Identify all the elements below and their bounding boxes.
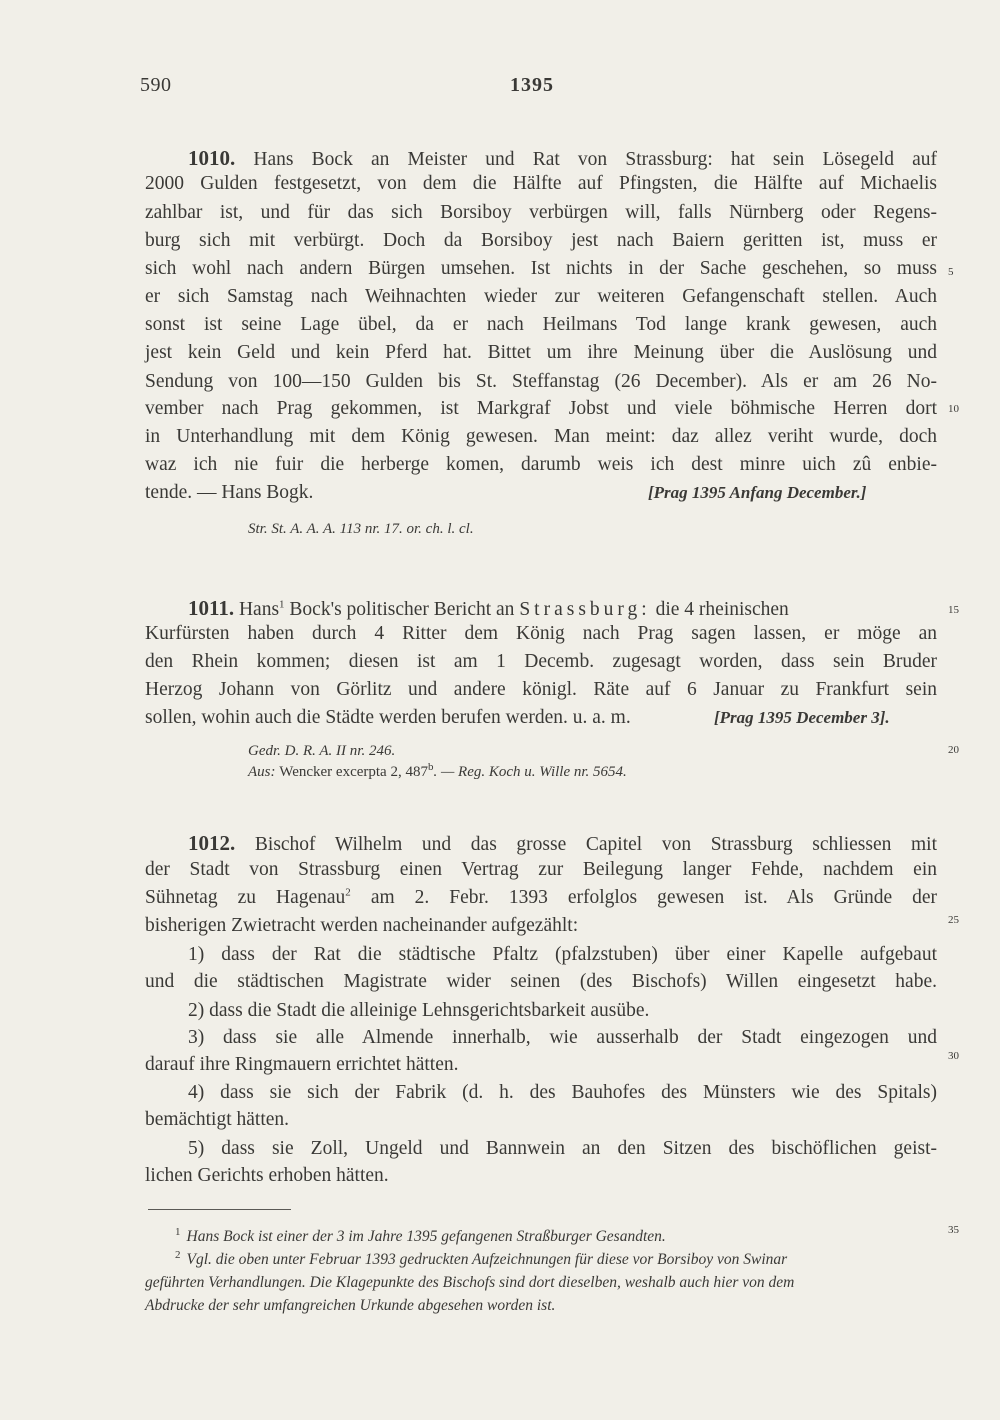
entry-text-spaced: Strassburg: xyxy=(519,599,651,620)
entry-1010-source: Str. St. A. A. A. 113 nr. 17. or. ch. l. cl. xyxy=(248,521,474,537)
footnote-2-line-3: Abdrucke der sehr umfangreichen Urkunde abgesehen worden ist. xyxy=(145,1297,556,1314)
footnote-text: Hans Bock ist einer der 3 im Jahre 1395 gefangenen Straßburger Gesandten. xyxy=(186,1228,666,1245)
margin-line-number: 10 xyxy=(948,403,959,415)
source-label: Aus: xyxy=(248,764,276,780)
entry-1011-source-2 xyxy=(248,761,627,781)
entry-text: Bock's politischer Bericht an xyxy=(289,599,515,620)
entry-1011-line-4: Herzog Johann von Görlitz und andere königl. Räte auf 6 Januar zu Frankfurt sein xyxy=(145,679,937,700)
entry-1010-line-13: tende. — Hans Bogk. xyxy=(145,482,314,503)
margin-line-number: 35 xyxy=(948,1224,959,1236)
list-item-4-line-2: bemächtigt hätten. xyxy=(145,1109,290,1130)
entry-1012-line-1 xyxy=(188,830,937,858)
entry-1012-line-3 xyxy=(145,885,937,911)
entry-1011-line-2: Kurfürsten haben durch 4 Ritter dem König nach Prag sagen lassen, er möge an xyxy=(145,623,937,644)
entry-text: Sühnetag zu Hagenau xyxy=(145,887,346,908)
footnote-mark: 2 xyxy=(175,1248,181,1261)
entry-text: die 4 rheinischen xyxy=(655,599,789,620)
entry-1011-line-3: den Rhein kommen; diesen ist am 1 Decemb. zugesagt worden, dass sein Bruder xyxy=(145,651,937,672)
source-sup: b xyxy=(427,761,434,773)
margin-line-number: 25 xyxy=(948,914,959,926)
entry-1010-line-10: vember nach Prag gekommen, ist Markgraf Jobst und viele böhmische Herren dort xyxy=(145,398,937,419)
entry-text: Bischof Wilhelm und das grosse Capitel von Strassburg schliessen mit xyxy=(254,834,938,855)
entry-1012-line-2: der Stadt von Strassburg einen Vertrag zur Beilegung langer Fehde, nachdem ein xyxy=(145,859,937,880)
list-item-3-line-2: darauf ihre Ringmauern errichtet hätten. xyxy=(145,1054,459,1075)
margin-line-number: 30 xyxy=(948,1050,959,1062)
entry-1011-line-5: sollen, wohin auch die Städte werden berufen werden. u. a. m. xyxy=(145,707,631,728)
list-item-1-line-1: 1) dass der Rat die städtische Pfaltz (pfalzstuben) über einer Kapelle aufgebaut xyxy=(188,944,937,965)
entry-1010-line-1 xyxy=(188,145,937,173)
entry-1010-line-2: 2000 Gulden festgesetzt, von dem die Hälfte auf Pfingsten, die Hälfte auf Michaelis xyxy=(145,173,937,194)
list-item-2: 2) dass die Stadt die alleinige Lehnsgerichtsbarkeit ausübe. xyxy=(188,1000,650,1021)
entry-1010-line-3: zahlbar ist, und für das sich Borsiboy verbürgen will, falls Nürnberg oder Regens- xyxy=(145,202,937,223)
entry-1010-line-6: er sich Samstag nach Weihnachten wieder zur weiteren Gefangenschaft stellen. Auch xyxy=(145,286,937,307)
entry-1010-line-5: sich wohl nach andern Bürgen umsehen. Ist nichts in der Sache geschehen, so muss xyxy=(145,258,937,279)
list-item-1-line-2: und die städtischen Magistrate wider seinen (des Bischofs) Willen eingesetzt habe. xyxy=(145,971,937,992)
entry-1010-line-9: Sendung von 100—150 Gulden bis St. Steffanstag (26 December). Als er am 26 No- xyxy=(145,371,937,392)
footnote-2-line-2: geführten Verhandlungen. Die Klagepunkte des Bischofs sind dort dieselben, weshalb auch hier von dem xyxy=(145,1274,795,1291)
margin-line-number: 15 xyxy=(948,604,959,616)
entry-1010-line-4: burg sich mit verbürgt. Doch da Borsiboy jest nach Baiern geritten ist, muss er xyxy=(145,230,937,251)
entry-number: 1012. xyxy=(188,831,236,855)
entry-1010-line-12: waz ich nie fuir die herberge komen, darumb weis ich dest minre uich zû enbie- xyxy=(145,454,937,475)
source-tail: . — Reg. Koch u. Wille nr. 5654. xyxy=(433,764,627,780)
entry-number: 1010. xyxy=(188,146,236,170)
footnote-1 xyxy=(175,1226,937,1248)
footnote-mark: 1 xyxy=(175,1225,181,1238)
entry-1010-line-11: in Unterhandlung mit dem König gewesen. Man meint: daz allez veriht wurde, doch xyxy=(145,426,937,447)
running-header-year: 1395 xyxy=(510,74,554,96)
footnote-ref: 1 xyxy=(279,598,285,611)
list-item-5-line-1: 5) dass sie Zoll, Ungeld und Bannwein an den Sitzen des bischöflichen geist- xyxy=(188,1138,937,1159)
entry-1011-source-1: Gedr. D. R. A. II nr. 246. xyxy=(248,743,396,759)
entry-number: 1011. xyxy=(188,596,235,620)
entry-1010-line-7: sonst ist seine Lage übel, da er nach Heilmans Tod lange krank gewesen, auch xyxy=(145,314,937,335)
list-item-4-line-1: 4) dass sie sich der Fabrik (d. h. des Bauhofes des Münsters wie des Spitals) xyxy=(188,1082,937,1103)
margin-line-number: 5 xyxy=(948,266,954,278)
list-item-3-line-1: 3) dass sie alle Almende innerhalb, wie ausserhalb der Stadt eingezogen und xyxy=(188,1027,937,1048)
footnote-2-line-1 xyxy=(175,1249,937,1271)
footnote-rule xyxy=(148,1209,291,1210)
entry-text: am 2. Febr. 1393 erfolglos gewesen ist. Als Gründe der xyxy=(370,887,938,908)
source-text: Wencker excerpta 2, 487 xyxy=(279,764,428,780)
footnote-text: Vgl. die oben unter Februar 1393 gedruckten Aufzeichnungen für diese vor Borsiboy von Swinar xyxy=(186,1251,788,1268)
entry-1012-line-4: bisherigen Zwietracht werden nacheinander aufgezählt: xyxy=(145,915,579,936)
entry-1011-line-1 xyxy=(188,595,937,623)
entry-1010-date: [Prag 1395 Anfang December.] xyxy=(648,483,867,502)
entry-text: Hans Bock an Meister und Rat von Strassburg: hat sein Lösegeld auf xyxy=(253,149,938,170)
margin-line-number: 20 xyxy=(948,744,959,756)
entry-text: Hans xyxy=(238,599,280,620)
entry-1011-date: [Prag 1395 December 3]. xyxy=(714,708,890,727)
footnote-ref: 2 xyxy=(345,886,351,899)
page-number: 590 xyxy=(140,74,172,96)
entry-1010-line-8: jest kein Geld und kein Pferd hat. Bittet um ihre Meinung über die Auslösung und xyxy=(145,342,937,363)
list-item-5-line-2: lichen Gerichts erhoben hätten. xyxy=(145,1165,389,1186)
